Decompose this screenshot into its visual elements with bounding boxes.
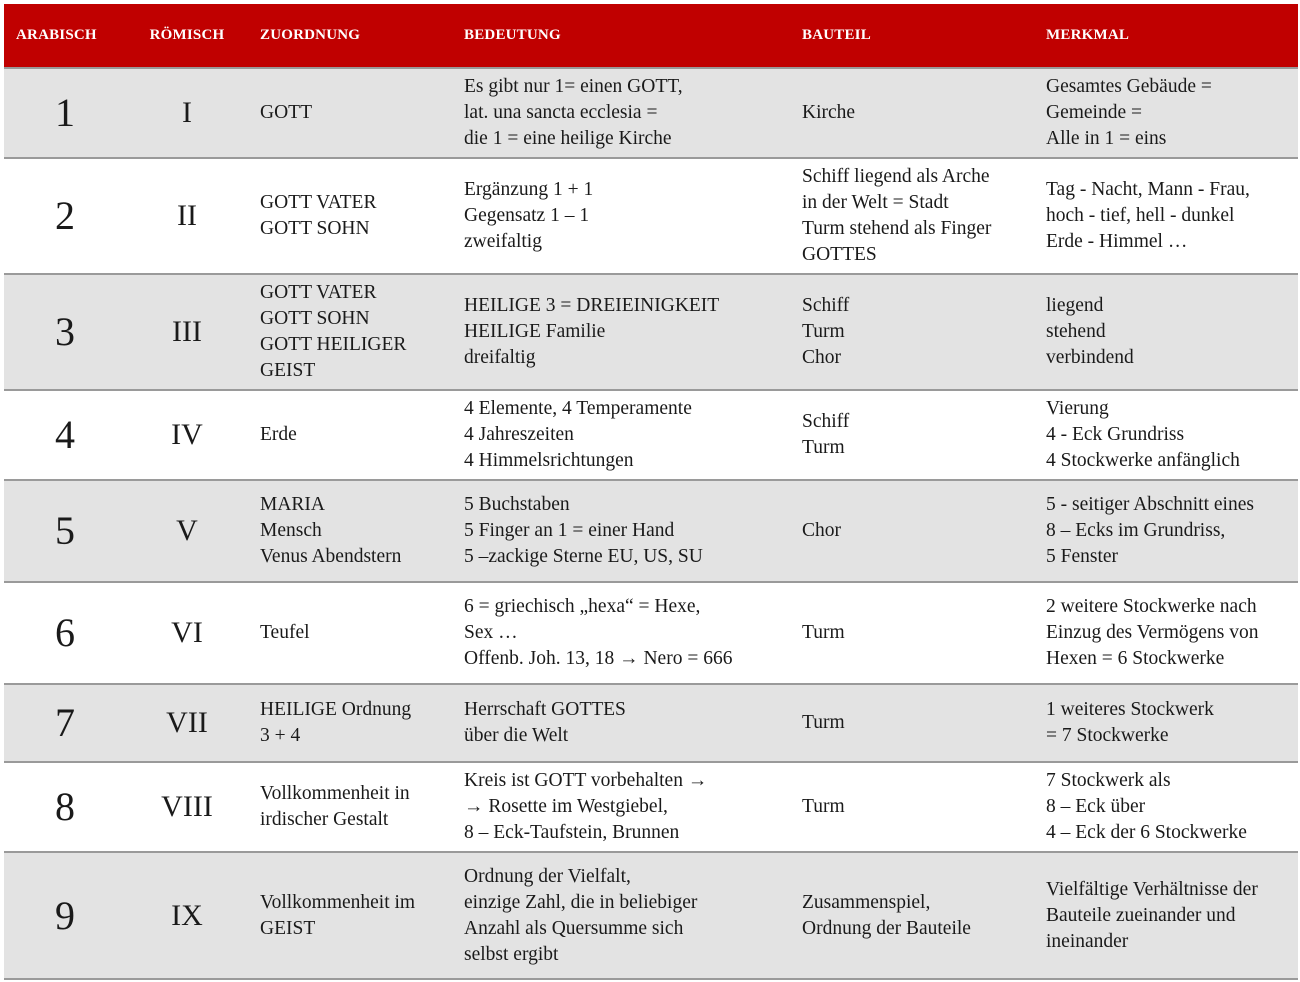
table-body (4, 68, 1298, 979)
table-header (4, 4, 1298, 68)
cell-bedeutung: Herrschaft GOTTES über die Welt (464, 699, 626, 746)
cell-arabic: 1 (55, 90, 75, 135)
header-zuordnung: ZUORDNUNG (260, 27, 361, 43)
cell-bedeutung: Es gibt nur 1= einen GOTT, lat. una sancta ecclesia = die 1 = eine heilige Kirche (464, 76, 683, 149)
cell-merkmal: liegend stehend verbindend (1046, 295, 1134, 368)
cell-merkmal: 1 weiteres Stockwerk = 7 Stockwerke (1046, 699, 1214, 746)
table-row (4, 274, 1298, 390)
cell-bauteil: Schiff Turm (802, 411, 850, 458)
cell-roman: VIII (161, 790, 213, 823)
cell-bauteil: Schiff Turm Chor (802, 295, 850, 368)
cell-arabic: 2 (55, 193, 75, 238)
table-row (4, 852, 1298, 979)
table-row (4, 762, 1298, 852)
cell-arabic: 6 (55, 610, 75, 655)
cell-roman: V (176, 514, 198, 547)
cell-bauteil: Kirche (802, 102, 856, 123)
header-arabisch: ARABISCH (16, 27, 97, 43)
cell-bedeutung: Kreis ist GOTT vorbehalten → → Rosette im Westgiebel, 8 – Eck-Taufstein, Brunnen (464, 770, 708, 843)
cell-zuordnung: Teufel (260, 622, 310, 643)
cell-merkmal: Vielfältige Verhältnisse der Bauteile zueinander und ineinander (1046, 878, 1258, 952)
cell-zuordnung: GOTT VATER GOTT SOHN (260, 192, 377, 239)
cell-arabic: 4 (55, 412, 75, 457)
cell-bauteil: Turm (802, 796, 845, 817)
cell-arabic: 7 (55, 700, 75, 745)
cell-bauteil: Chor (802, 520, 841, 541)
cell-bauteil: Turm (802, 712, 845, 733)
header-bauteil: BAUTEIL (802, 27, 871, 43)
cell-bedeutung: 6 = griechisch „hexa“ = Hexe, Sex … Offenb. Joh. 13, 18 → Nero = 666 (464, 596, 733, 669)
header-roemisch: RÖMISCH (149, 27, 225, 43)
cell-bauteil: Zusammenspiel, Ordnung der Bauteile (802, 891, 971, 939)
cell-roman: III (172, 315, 202, 348)
cell-bedeutung: 5 Buchstaben 5 Finger an 1 = einer Hand 5 –zackige Sterne EU, US, SU (464, 494, 703, 567)
cell-roman: VI (171, 616, 203, 649)
cell-zuordnung: Erde (260, 424, 297, 445)
cell-merkmal: Vierung 4 - Eck Grundriss 4 Stockwerke anfänglich (1046, 398, 1240, 471)
header-bedeutung: BEDEUTUNG (464, 27, 561, 43)
cell-merkmal: Tag - Nacht, Mann - Frau, hoch - tief, hell - dunkel Erde - Himmel … (1046, 179, 1250, 252)
cell-arabic: 9 (55, 892, 75, 938)
number-symbolism-table-container (4, 4, 1298, 979)
header-merkmal: MERKMAL (1046, 27, 1130, 43)
cell-roman: II (177, 199, 197, 232)
table-row (4, 390, 1298, 480)
cell-zuordnung: GOTT (260, 102, 312, 123)
table-row (4, 68, 1298, 158)
cell-zuordnung: Vollkommenheit im GEIST (260, 891, 416, 939)
cell-zuordnung: HEILIGE Ordnung 3 + 4 (260, 699, 412, 746)
cell-zuordnung: MARIA Mensch Venus Abendstern (260, 494, 402, 567)
table-row (4, 582, 1298, 684)
cell-arabic: 3 (55, 309, 75, 354)
cell-bauteil: Schiff liegend als Arche in der Welt = Stadt Turm stehend als Finger GOTTES (802, 166, 992, 265)
cell-bedeutung: Ordnung der Vielfalt, einzige Zahl, die in beliebiger Anzahl als Quersumme sich selbst ergibt (464, 865, 698, 965)
cell-arabic: 5 (55, 508, 75, 553)
table-row (4, 480, 1298, 582)
header-row (4, 4, 1298, 68)
table-row (4, 684, 1298, 762)
cell-bedeutung: Ergänzung 1 + 1 Gegensatz 1 – 1 zweifaltig (464, 179, 594, 252)
cell-bedeutung: 4 Elemente, 4 Temperamente 4 Jahreszeiten 4 Himmelsrichtungen (464, 398, 692, 471)
cell-roman: I (182, 96, 192, 129)
cell-roman: IX (171, 898, 203, 932)
cell-merkmal: 5 - seitiger Abschnitt eines 8 – Ecks im Grundriss, 5 Fenster (1046, 494, 1254, 567)
table-row (4, 158, 1298, 274)
cell-merkmal: 2 weitere Stockwerke nach Einzug des Vermögens von Hexen = 6 Stockwerke (1046, 596, 1259, 669)
number-symbolism-table (4, 4, 1298, 980)
cell-merkmal: 7 Stockwerk als 8 – Eck über 4 – Eck der 6 Stockwerke (1046, 770, 1247, 843)
cell-roman: VII (166, 706, 208, 739)
cell-merkmal: Gesamtes Gebäude = Gemeinde = Alle in 1 = eins (1046, 76, 1212, 149)
cell-bauteil: Turm (802, 622, 845, 643)
cell-arabic: 8 (55, 784, 75, 829)
cell-zuordnung: GOTT VATER GOTT SOHN GOTT HEILIGER GEIST (260, 282, 407, 381)
cell-zuordnung: Vollkommenheit in irdischer Gestalt (260, 783, 410, 830)
cell-bedeutung: HEILIGE 3 = DREIEINIGKEIT HEILIGE Familie dreifaltig (464, 295, 720, 368)
cell-roman: IV (171, 418, 203, 451)
